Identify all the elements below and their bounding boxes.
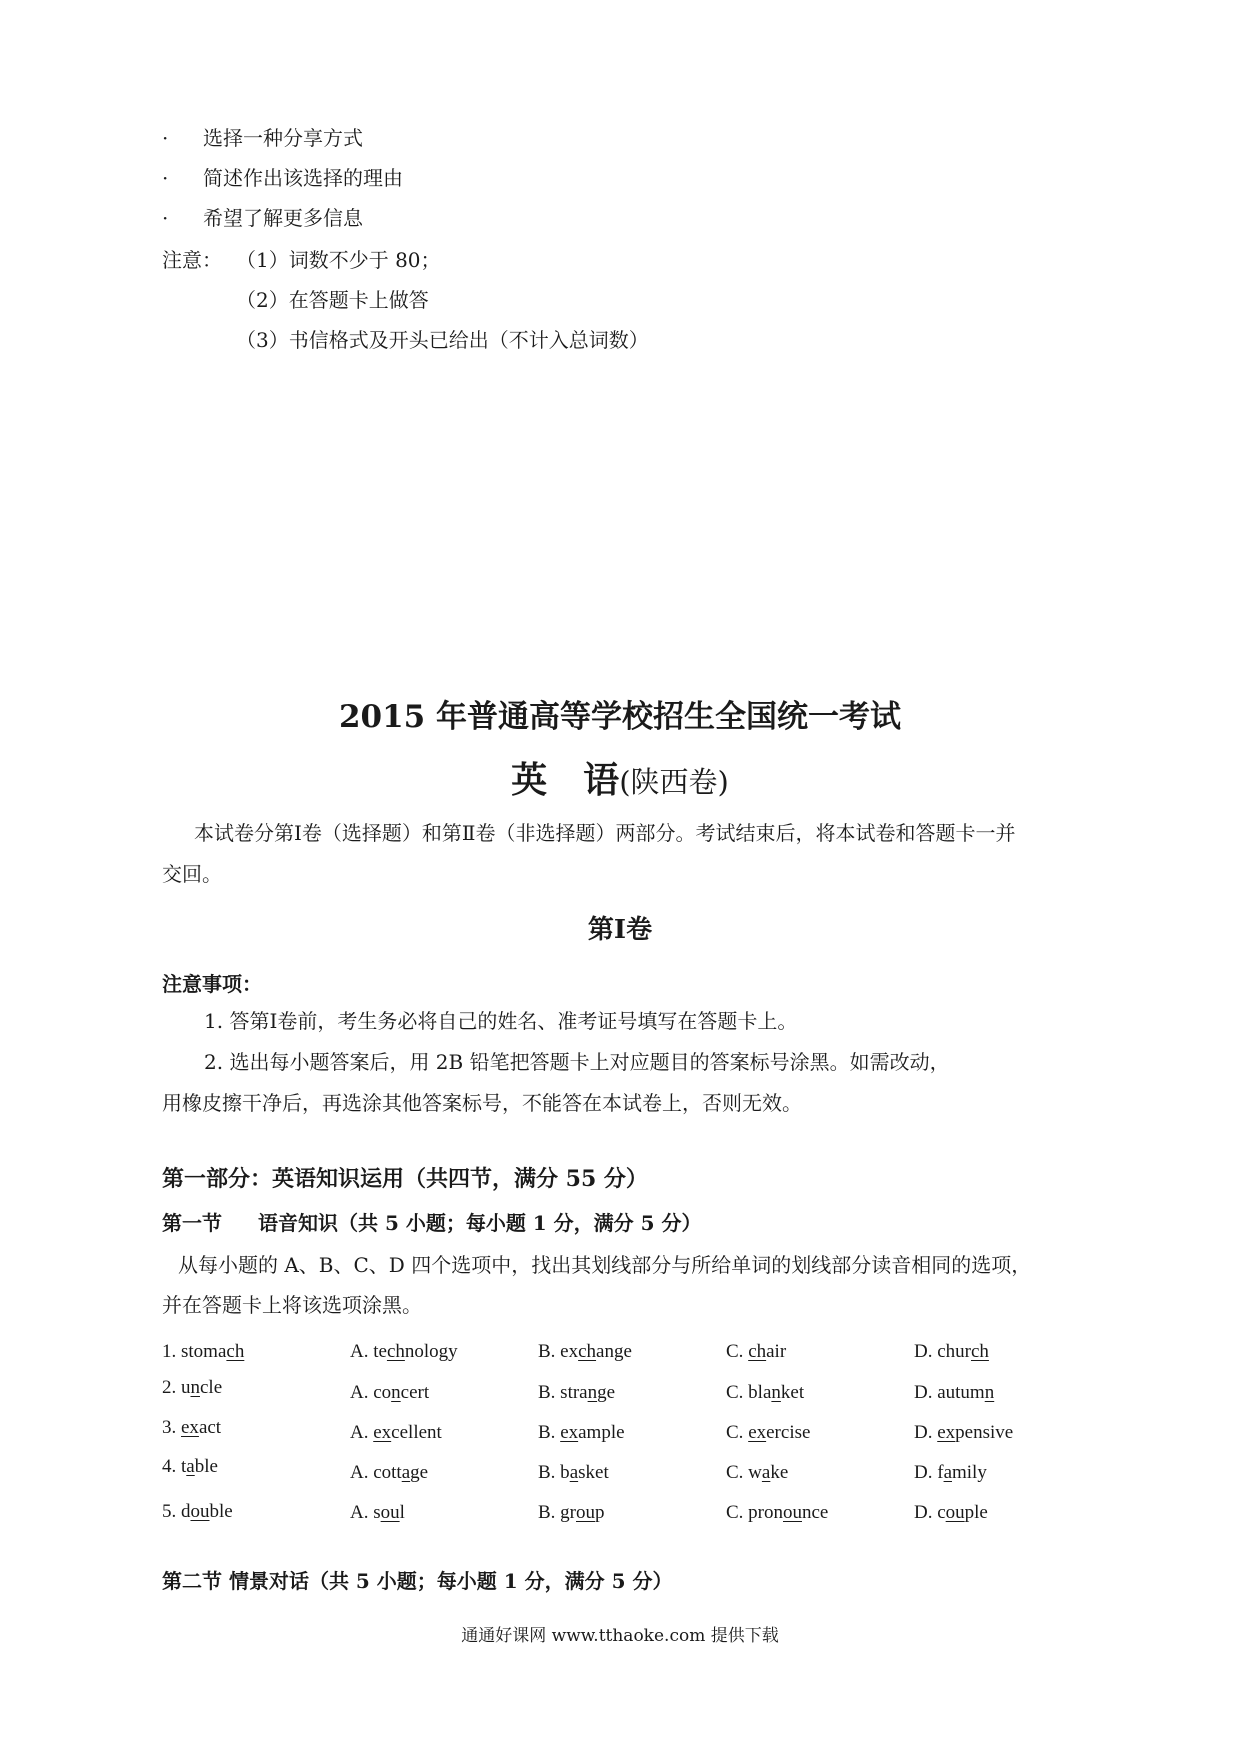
notice-label: 注意事项： <box>162 972 262 996</box>
word-prefix: A. <box>350 1422 374 1443</box>
word-prefix: B. gr <box>538 1502 576 1523</box>
option-b-4 <box>538 1460 609 1486</box>
word-prefix: B. <box>538 1422 561 1443</box>
underlined-letters: ex <box>181 1417 199 1438</box>
option-a-1 <box>350 1339 458 1365</box>
option-d-4 <box>914 1460 987 1486</box>
word-prefix: 1. stoma <box>162 1341 227 1362</box>
option-d-2 <box>914 1380 994 1406</box>
subject-region: (陕西卷) <box>619 765 729 799</box>
underlined-letters: n <box>984 1382 995 1403</box>
underlined-letters: ex <box>373 1422 392 1443</box>
underlined-letters: ch <box>578 1341 597 1362</box>
word-suffix: cellent <box>391 1422 442 1443</box>
word-prefix: A. te <box>350 1341 387 1362</box>
notice-3: 用橡皮擦干净后，再选涂其他答案标号，不能答在本试卷上，否则无效。 <box>162 1091 802 1115</box>
word-prefix: D. f <box>914 1462 944 1483</box>
note-3: （3）书信格式及开头已给出（不计入总词数） <box>236 328 649 352</box>
word-suffix: sket <box>578 1462 609 1483</box>
volume-heading: 第Ⅰ卷 <box>587 915 653 945</box>
word-suffix: ge <box>410 1462 429 1483</box>
exam-title: 2015 年普通高等学校招生全国统一考试 <box>338 699 902 735</box>
option-c-3 <box>726 1420 810 1446</box>
underlined-letters: a <box>761 1462 771 1483</box>
note-1: （1）词数不少于 80； <box>236 248 441 272</box>
option-d-5 <box>914 1500 988 1526</box>
option-b-3 <box>538 1420 625 1446</box>
word-prefix: D. autum <box>914 1382 985 1403</box>
word-prefix: 3. <box>162 1417 181 1438</box>
underlined-letters: ch <box>386 1341 405 1362</box>
notice-1: 1. 答第Ⅰ卷前，考生务必将自己的姓名、准考证号填写在答题卡上。 <box>204 1009 798 1033</box>
word-suffix: ket <box>780 1382 805 1403</box>
underlined-letters: a <box>401 1462 411 1483</box>
word-prefix: A. cott <box>350 1462 402 1483</box>
underlined-letters: ou <box>783 1502 802 1523</box>
word-suffix: pensive <box>955 1422 1014 1443</box>
word-prefix: C. w <box>726 1462 762 1483</box>
word-suffix: ercise <box>766 1422 811 1443</box>
word-suffix: ple <box>964 1502 988 1523</box>
word-suffix: ke <box>770 1462 789 1483</box>
word-prefix: B. stra <box>538 1382 588 1403</box>
question-word-1 <box>162 1339 244 1365</box>
word-suffix: ge <box>597 1382 616 1403</box>
word-suffix: air <box>766 1341 787 1362</box>
word-prefix: D. c <box>914 1502 946 1523</box>
question-word-2 <box>162 1375 222 1401</box>
section1-label: 第一节 <box>162 1211 222 1235</box>
word-suffix: mily <box>952 1462 987 1483</box>
underlined-letters: ch <box>970 1341 989 1362</box>
exam-description-line1: 本试卷分第Ⅰ卷（选择题）和第Ⅱ卷（非选择题）两部分。考试结束后，将本试卷和答题卡一并 <box>194 821 1016 845</box>
option-b-1 <box>538 1339 632 1365</box>
option-a-5 <box>350 1500 405 1526</box>
word-suffix: nology <box>404 1341 458 1362</box>
section2-heading: 第二节 情景对话（共 5 小题；每小题 1 分，满分 5 分） <box>162 1569 673 1593</box>
word-suffix: cle <box>200 1377 223 1398</box>
option-a-4 <box>350 1460 428 1486</box>
bullet-dot: · <box>162 206 169 230</box>
word-suffix: cert <box>400 1382 430 1403</box>
underlined-letters: a <box>943 1462 952 1483</box>
underlined-letters: a <box>186 1456 195 1477</box>
word-prefix: C. bla <box>726 1382 772 1403</box>
underlined-letters: ex <box>748 1422 767 1443</box>
word-prefix: B. b <box>538 1462 570 1483</box>
note-2: （2）在答题卡上做答 <box>236 288 429 312</box>
option-b-5 <box>538 1500 605 1526</box>
underlined-letters: ex <box>937 1422 956 1443</box>
option-c-4 <box>726 1460 788 1486</box>
intro-bullet-2: 简述作出该选择的理由 <box>203 166 403 190</box>
word-prefix: C. <box>726 1341 749 1362</box>
question-word-5 <box>162 1499 233 1525</box>
underlined-letters: n <box>391 1382 401 1403</box>
section1-instruction-line1: 从每小题的 A、B、C、D 四个选项中，找出其划线部分与所给单词的划线部分读音相同的选项， <box>178 1253 1032 1277</box>
bullet-dot: · <box>162 166 169 190</box>
word-suffix: nce <box>802 1502 829 1523</box>
question-word-3 <box>162 1415 221 1441</box>
word-suffix: ange <box>596 1341 632 1362</box>
underlined-letters: ch <box>748 1341 767 1362</box>
word-suffix: ble <box>194 1456 218 1477</box>
page-footer: 通通好课网 www.tthaoke.com 提供下载 <box>461 1626 779 1646</box>
word-prefix: 4. t <box>162 1456 187 1477</box>
section1-title: 语音知识（共 5 小题；每小题 1 分，满分 5 分） <box>258 1211 702 1235</box>
underlined-letters: ou <box>576 1502 595 1523</box>
option-c-2 <box>726 1380 804 1406</box>
underlined-letters: n <box>587 1382 598 1403</box>
word-suffix: act <box>198 1417 222 1438</box>
word-prefix: D. <box>914 1422 938 1443</box>
underlined-letters: n <box>190 1377 200 1398</box>
underlined-letters: ou <box>945 1502 965 1523</box>
intro-bullet-1: 选择一种分享方式 <box>203 126 363 150</box>
option-a-3 <box>350 1420 442 1446</box>
option-c-1 <box>726 1339 786 1365</box>
intro-bullet-3: 希望了解更多信息 <box>203 206 363 230</box>
underlined-letters: ou <box>190 1501 210 1522</box>
word-suffix: ble <box>209 1501 233 1522</box>
subject-heading <box>0 757 1240 805</box>
option-c-5 <box>726 1500 828 1526</box>
note-label: 注意： <box>162 248 222 272</box>
subject-name: 英 语 <box>511 759 620 801</box>
word-prefix: B. ex <box>538 1341 579 1362</box>
option-d-3 <box>914 1420 1013 1446</box>
section1-instruction-line2: 并在答题卡上将该选项涂黑。 <box>162 1293 422 1317</box>
option-b-2 <box>538 1380 615 1406</box>
word-suffix: p <box>595 1502 605 1523</box>
word-prefix: A. s <box>350 1502 381 1523</box>
word-prefix: C. pron <box>726 1502 783 1523</box>
underlined-letters: a <box>569 1462 579 1483</box>
part1-heading: 第一部分：英语知识运用（共四节，满分 55 分） <box>162 1166 648 1192</box>
underlined-letters: ou <box>380 1502 400 1523</box>
underlined-letters: ch <box>226 1341 245 1362</box>
word-prefix: D. chur <box>914 1341 971 1362</box>
option-d-1 <box>914 1339 989 1365</box>
underlined-letters: ex <box>560 1422 579 1443</box>
word-suffix: l <box>399 1502 405 1523</box>
bullet-dot: · <box>162 126 169 150</box>
option-a-2 <box>350 1380 429 1406</box>
word-prefix: C. <box>726 1422 749 1443</box>
notice-2: 2. 选出每小题答案后，用 2B 铅笔把答题卡上对应题目的答案标号涂黑。如需改动， <box>204 1050 950 1074</box>
word-prefix: 5. d <box>162 1501 191 1522</box>
word-prefix: A. co <box>350 1382 392 1403</box>
word-prefix: 2. u <box>162 1377 191 1398</box>
question-word-4 <box>162 1454 218 1480</box>
underlined-letters: n <box>771 1382 781 1403</box>
word-suffix: ample <box>578 1422 625 1443</box>
exam-description-line2: 交回。 <box>162 862 222 886</box>
